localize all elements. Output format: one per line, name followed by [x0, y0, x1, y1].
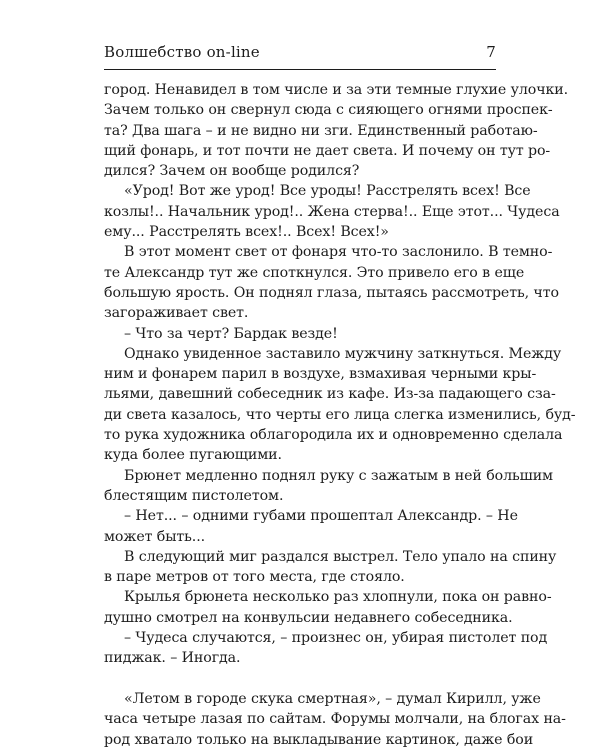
text-line: льями, давешний собеседник из кафе. Из-за падающего сза- [104, 386, 556, 403]
text-line: В следующий миг раздался выстрел. Тело упало на спину [124, 548, 557, 565]
text-line: – Чудеса случаются, – произнес он, убирая пистолет под [124, 630, 548, 647]
text-line: дился? Зачем он вообще родился? [104, 163, 360, 180]
text-line: щий фонарь, и тот почти не дает света. И почему он тут ро- [104, 142, 551, 159]
text-line: Однако увиденное заставило мужчину заткнуться. Между [124, 345, 562, 362]
text-line: род хватало только на выкладывание картинок, даже бои [104, 731, 534, 748]
header-rule [104, 69, 496, 70]
text-line: большую ярость. Он поднял глаза, пытаясь рассмотреть, что [104, 284, 559, 301]
text-line: – Что за черт? Бардак везде! [124, 325, 338, 342]
body-text [104, 80, 576, 750]
text-line: Зачем только он свернул сюда с сияющего огнями проспек- [104, 102, 553, 119]
text-line: Крылья брюнета несколько раз хлопнули, пока он равно- [124, 589, 552, 606]
text-line: В этот момент свет от фонаря что-то заслонило. В темно- [124, 244, 553, 261]
text-line: «Летом в городе скука смертная», – думал Кирилл, уже [124, 690, 541, 707]
text-line: – Нет... – одними губами прошептал Александр. – Не [124, 508, 518, 525]
text-line: блестящим пистолетом. [104, 487, 284, 504]
text-line: куда более пугающими. [104, 447, 282, 464]
page-number: 7 [486, 43, 496, 61]
text-line: пиджак. – Иногда. [104, 650, 241, 667]
text-line: ди света казалось, что черты его лица слегка изменились, буд- [104, 406, 576, 423]
text-line: Брюнет медленно поднял руку с зажатым в ней большим [124, 467, 553, 484]
text-line: в паре метров от того места, где стояло. [104, 569, 405, 586]
text-line: ему... Расстрелять всех!.. Всех! Всех!» [104, 224, 389, 241]
text-line: то рука художника облагородила их и одновременно сделала [104, 427, 563, 444]
text-line: душно смотрел на конвульсии недавнего собеседника. [104, 609, 513, 626]
text-line: город. Ненавидел в том числе и за эти темные глухие улочки. [104, 82, 569, 98]
text-line: ним и фонарем парил в воздухе, взмахивая черными кры- [104, 366, 537, 383]
text-line: часа четыре лазая по сайтам. Форумы молчали, на блогах на- [104, 711, 566, 728]
book-title: Волшебство on-line [104, 43, 260, 61]
section-break [104, 669, 497, 689]
text-line: та? Два шага – и не видно ни зги. Единственный работаю- [104, 122, 538, 139]
text-line: те Александр тут же споткнулся. Это привело его в еще [104, 264, 525, 281]
running-header [104, 43, 496, 65]
text-line: может быть... [104, 528, 206, 545]
text-line: «Урод! Вот же урод! Все уроды! Расстрелять всех! Все [124, 183, 531, 200]
text-line: козлы!.. Начальник урод!.. Жена стерва!.. Еще этот... Чудеса [104, 203, 560, 220]
text-line: загораживает свет. [104, 305, 249, 322]
